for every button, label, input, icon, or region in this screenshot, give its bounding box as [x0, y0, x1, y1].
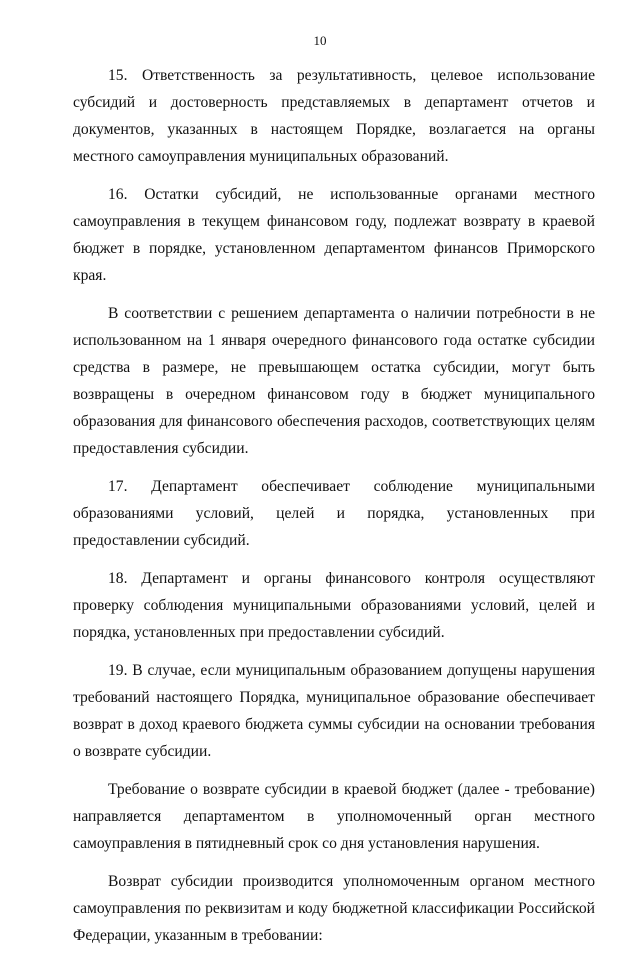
paragraph-16: 16. Остатки субсидий, не использованные органами местного самоуправления в текущем финансовом году, подлежат возврату в краевой бюджет в порядке, установленном департаментом финансов Приморского края.	[73, 186, 595, 284]
page-number: 10	[313, 33, 327, 48]
paragraph-15: 15. Ответственность за результативность, целевое использование субсидий и достоверность представляемых в департамент отчетов и документов, указанных в настоящем Порядке, возлагается на органы местного самоуправления муниципальных образований.	[73, 67, 595, 165]
paragraph-19: 19. В случае, если муниципальным образованием допущены нарушения требований настоящего Порядка, муниципальное образование обеспечивает возврат в доход краевого бюджета суммы субсидии на основании требования о возврате субсидии.	[73, 662, 595, 760]
paragraph-19-requirement: Требование о возврате субсидии в краевой бюджет (далее - требование) направляется департаментом в уполномоченный орган местного самоуправления в пятидневный срок со дня установления нарушения.	[73, 781, 595, 852]
paragraph-18: 18. Департамент и органы финансового контроля осуществляют проверку соблюдения муниципальными образованиями условий, целей и порядка, установленных при предоставлении субсидий.	[73, 570, 595, 641]
document-body	[73, 62, 595, 960]
paragraph-17: 17. Департамент обеспечивает соблюдение муниципальными образованиями условий, целей и порядка, установленных при предоставлении субсидий.	[73, 478, 595, 549]
paragraph-19-refund: Возврат субсидии производится уполномоченным органом местного самоуправления по реквизитам и коду бюджетной классификации Российской Федерации, указанным в требовании:	[73, 873, 595, 944]
paragraph-16-continuation: В соответствии с решением департамента о наличии потребности в не использованном на 1 января очередного финансового года остатке субсидии средства в размере, не превышающем остатка субсидии, могут быть возвращены в очередном финансовом году в бюджет муниципального образования для финансового обеспечения расходов, соответствующих целям предоставления субсидии.	[73, 305, 595, 457]
